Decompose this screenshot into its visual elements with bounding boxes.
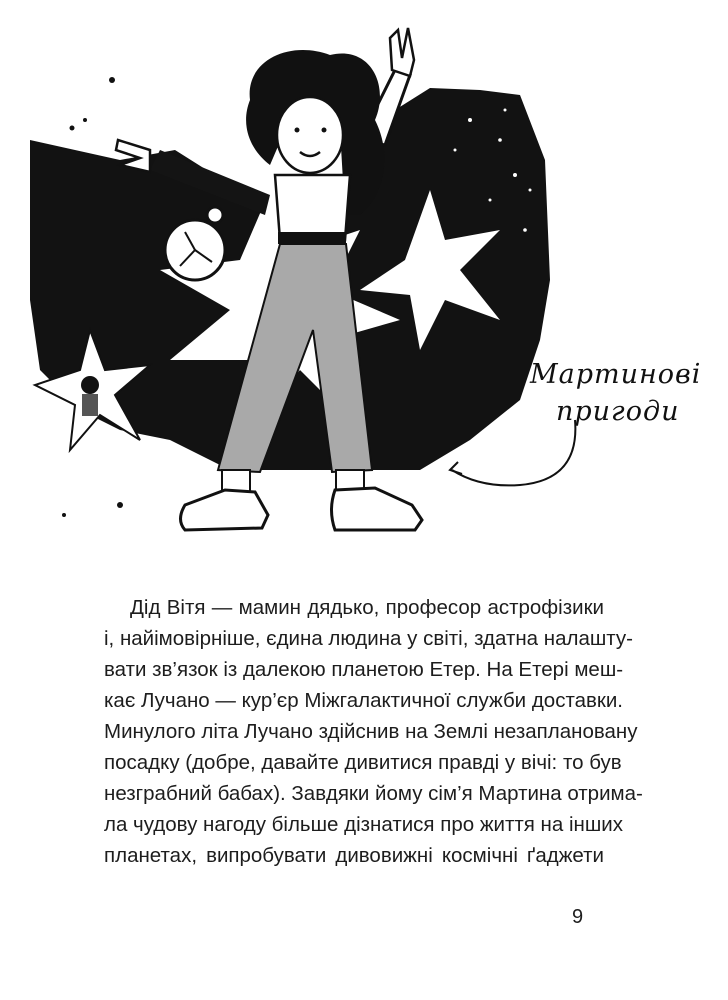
text-line: кає Лучано — кур’єр Міжгалактичної служби доставки. — [104, 689, 624, 712]
face — [277, 97, 343, 173]
right-sneaker — [332, 488, 423, 530]
text-line: посадку (добре, давайте дивитися правді у вічі: то був — [104, 751, 622, 774]
text-line: Дід Вітя — мамин дядько, професор астрофізики — [130, 596, 604, 619]
body-text — [104, 592, 643, 871]
belt — [278, 232, 346, 244]
text-line: незграбний бабах). Завдяки йому сім’я Мартина отрима- — [104, 782, 643, 805]
caption-line-2: пригоди — [556, 396, 680, 427]
left-sneaker — [181, 490, 269, 530]
small-astronaut-figure — [81, 376, 99, 416]
torso — [275, 175, 350, 240]
text-line: і, найімовірніше, єдина людина у світі, здатна налашту- — [104, 627, 634, 650]
text-line: вати зв’язок із далекою планетою Етер. На Етері меш- — [104, 658, 624, 681]
raised-hand — [390, 28, 414, 76]
page-number: 9 — [572, 906, 584, 928]
text-line: планетах, випробувати дивовижні космічні ґаджети — [104, 844, 604, 867]
text-line: Минулого літа Лучано здійснив на Землі незаплановану — [104, 720, 638, 743]
caption-line-1: Мартинові — [530, 359, 702, 390]
text-line: ла чудову нагоду більше дізнатися про життя на інших — [104, 813, 623, 836]
